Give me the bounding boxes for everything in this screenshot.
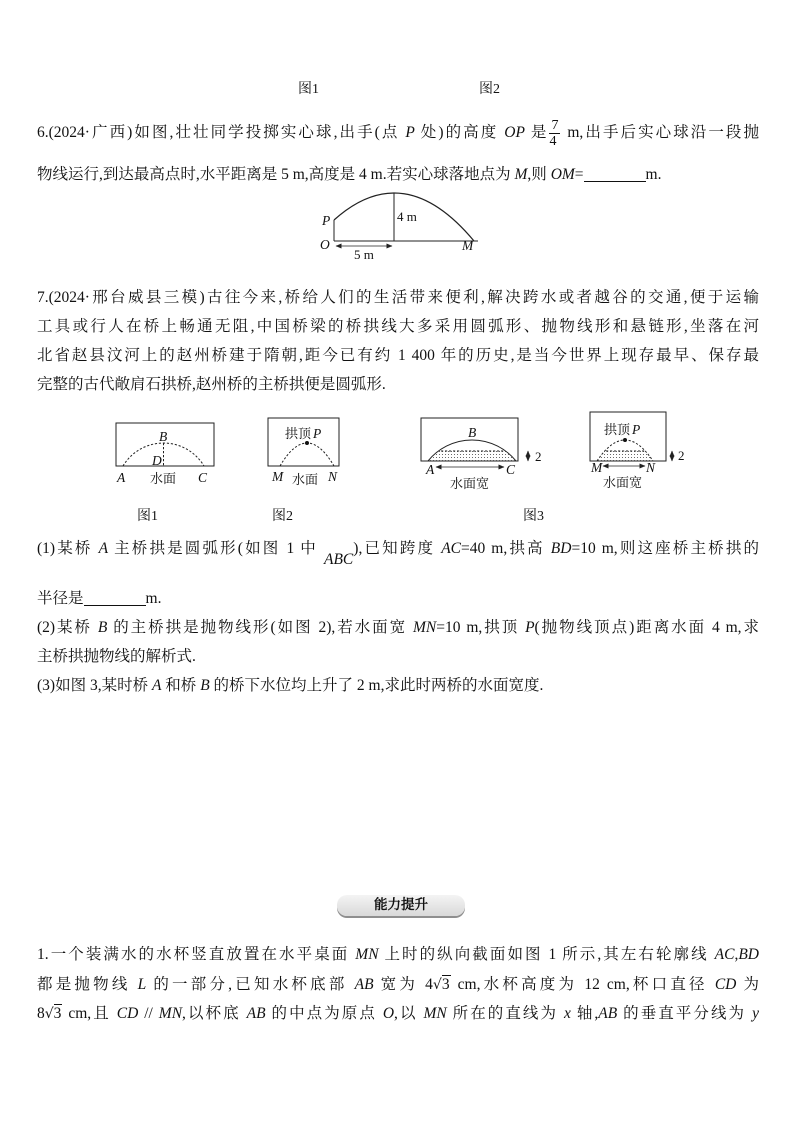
text-run: =10 m,拱顶 (436, 619, 526, 636)
label-vertex: 拱顶 (604, 422, 631, 437)
text-run: 的桥下水位均上升了 2 m,求此时两桥的水面宽度. (209, 677, 544, 694)
arch-parabola (280, 443, 334, 466)
math-variable: B (97, 619, 108, 636)
label-a: A (117, 470, 126, 485)
math-variable: CD (116, 1005, 139, 1022)
math-variable: MN (423, 1005, 447, 1022)
radicand: 3 (53, 1005, 62, 1022)
q7-part1-line-1 (37, 537, 759, 568)
text-run: 物线运行,到达最高点时,水平距离是 5 m,高度是 4 m.若实心球落地点为 (37, 166, 515, 183)
top-caption-fig1: 图1 (298, 82, 319, 97)
label-vertex: 拱顶 (285, 426, 312, 441)
label-height: 4 m (397, 209, 417, 224)
q7-intro-line-4 (37, 373, 759, 397)
text-run: 宽为 4 (373, 976, 433, 993)
math-variable: P (405, 124, 415, 142)
text-run: m. (145, 590, 162, 607)
text-run: 工具或行人在桥上畅通无阻,中国桥梁的桥拱线大多采用圆弧形、抛物线形和悬链形,坐落在河 (37, 318, 759, 335)
math-variable: L (137, 976, 147, 993)
label-point-m: M (462, 238, 474, 253)
fig3-right-parabola-bridge (590, 412, 685, 490)
label-n: N (328, 469, 338, 484)
raised-water-band (421, 451, 518, 461)
math-variable: M (514, 166, 528, 183)
label-water: 水面 (150, 471, 177, 486)
text-run: 的一部分,已知水杯底部 (146, 976, 355, 993)
label-water: 水面 (292, 472, 319, 487)
text-run: 6.(2024·广西)如图,壮壮同学投掷实心球,出手(点 (37, 124, 406, 142)
text-run: 北省赵县汶河上的赵州桥建于隋朝,距今已有约 1 400 年的历史,是当今世界上现存最早、保存最 (37, 347, 759, 364)
q7-part3-line-1 (37, 674, 759, 698)
radical-sign: √ (432, 977, 442, 993)
label-p: P (632, 422, 641, 437)
text-run: =10 m,则这座桥主桥拱的 (571, 540, 759, 557)
p1-line-1 (37, 943, 759, 967)
vertex-dot (305, 441, 309, 445)
text-run: 所在的直线为 (446, 1005, 564, 1022)
math-variable: AB (246, 1005, 266, 1022)
text-run: 为 (736, 976, 759, 993)
q6-line-2 (37, 163, 759, 187)
math-variable: B (200, 677, 210, 694)
text-run: 8 (37, 1005, 45, 1022)
text-run: 和桥 (161, 677, 201, 694)
text-run: 的垂直平分线为 (617, 1005, 753, 1022)
text-run: ,以杯底 (182, 1005, 247, 1022)
fig1-arc-bridge (116, 423, 214, 486)
text-run: // (138, 1005, 159, 1022)
label-n: N (646, 460, 656, 475)
text-run: = (574, 166, 584, 183)
math-variable: AC (714, 946, 735, 963)
math-variable: AC (441, 540, 462, 557)
text-run: m. (645, 166, 662, 183)
text-run: 半径是 (37, 590, 84, 607)
text-run: 完整的古代敞肩石拱桥,赵州桥的主桥拱便是圆弧形. (37, 376, 386, 393)
fraction-denominator: 4 (549, 134, 557, 149)
fig3-left-arc-bridge (421, 418, 542, 491)
text-run: 主桥拱是圆弧形(如图 1 中 (108, 540, 324, 557)
q7-bridge-figures (0, 405, 800, 500)
label-d: D (152, 453, 162, 468)
math-variable: y (752, 1005, 759, 1022)
math-variable: MN (413, 619, 437, 636)
label-point-o: O (320, 237, 330, 252)
label-point-p: P (322, 213, 331, 228)
math-variable: P (525, 619, 535, 636)
text-run: 是 (524, 124, 549, 142)
text-run: 处)的高度 (414, 124, 505, 142)
text-run: m,出手后实心球沿一段抛 (561, 124, 759, 142)
text-run: 的中点为原点 (265, 1005, 383, 1022)
caption-fig2: 图2 (272, 509, 293, 524)
text-run: 的主桥拱是抛物线形(如图 2),若水面宽 (107, 619, 413, 636)
label-b: B (159, 429, 168, 444)
label-c: C (506, 462, 516, 477)
text-run: ,以 (394, 1005, 424, 1022)
math-variable: A (98, 540, 109, 557)
q7-part1-line-2 (37, 587, 759, 611)
text-run: =40 m,拱高 (461, 540, 551, 557)
math-variable: O (382, 1005, 395, 1022)
q7-part2-line-1 (37, 616, 759, 640)
text-run: ,则 (527, 166, 551, 183)
math-variable: OP (504, 124, 525, 142)
text-run: 都是抛物线 (37, 976, 138, 993)
q7-part2-line-2 (37, 645, 759, 669)
math-variable: OM (550, 166, 575, 183)
label-c: C (198, 470, 208, 485)
arch-arc (123, 443, 204, 466)
text-run: cm,水杯高度为 12 cm,杯口直径 (450, 976, 715, 993)
section-title-banner: 能力提升 (337, 895, 465, 916)
text-run: 主桥拱抛物线的解析式. (37, 648, 196, 665)
radical-sign: √ (44, 1006, 54, 1022)
text-run: , (734, 946, 739, 963)
label-m: M (272, 469, 284, 484)
caption-fig3: 图3 (523, 509, 544, 524)
text-run: (2)某桥 (37, 619, 98, 636)
fraction (549, 119, 560, 148)
arc-label: ABC (324, 551, 354, 568)
label-water-width: 水面宽 (603, 475, 643, 490)
label-p: P (313, 426, 322, 441)
text-run: (3)如图 3,某时桥 (37, 677, 152, 694)
text-run: (抛物线顶点)距离水面 4 m,求 (534, 619, 760, 636)
label-m: M (591, 460, 603, 475)
text-run: (1)某桥 (37, 540, 99, 557)
q7-intro-line-3 (37, 344, 759, 368)
caption-fig1: 图1 (137, 509, 158, 524)
square-root (45, 1005, 63, 1022)
q7-intro-line-2 (37, 315, 759, 339)
text-run: 上时的纵向截面如图 1 所示,其左右轮廓线 (378, 946, 715, 963)
p1-line-2 (37, 973, 759, 997)
fig2-parabola-bridge (268, 418, 339, 487)
fraction-numerator: 7 (551, 118, 559, 133)
answer-blank (584, 167, 646, 182)
q6-line-1 (37, 118, 759, 149)
math-variable: AB (598, 1005, 618, 1022)
text-run: ),已知跨度 (353, 540, 442, 557)
text-run: 7.(2024·邢台威县三模)古往今来,桥给人们的生活带来便利,解决跨水或者越谷的交通,便于运输 (37, 289, 759, 306)
math-variable: MN (355, 946, 379, 963)
label-a: A (426, 462, 435, 477)
math-variable: BD (550, 540, 572, 557)
math-variable: x (564, 1005, 571, 1022)
text-run: 1.一个装满水的水杯竖直放置在水平桌面 (37, 946, 356, 963)
top-caption-fig2: 图2 (479, 82, 500, 97)
text-run: cm,且 (62, 1005, 117, 1022)
label-water-width: 水面宽 (450, 476, 490, 491)
q7-intro-line-1 (37, 286, 759, 310)
math-variable: AB (354, 976, 374, 993)
math-variable: A (151, 677, 162, 694)
label-rise: 2 (535, 449, 542, 464)
text-run: 轴, (570, 1005, 599, 1022)
math-variable: CD (714, 976, 737, 993)
label-b: B (468, 425, 477, 440)
vertex-dot (623, 438, 627, 442)
p1-line-3 (37, 1002, 759, 1026)
answer-blank (84, 591, 146, 606)
math-variable: MN (158, 1005, 183, 1022)
square-root (433, 976, 451, 993)
q6-trajectory-figure (0, 185, 800, 265)
label-rise: 2 (678, 448, 685, 463)
label-distance: 5 m (354, 247, 374, 262)
radicand: 3 (441, 976, 450, 993)
math-variable: BD (738, 946, 759, 963)
